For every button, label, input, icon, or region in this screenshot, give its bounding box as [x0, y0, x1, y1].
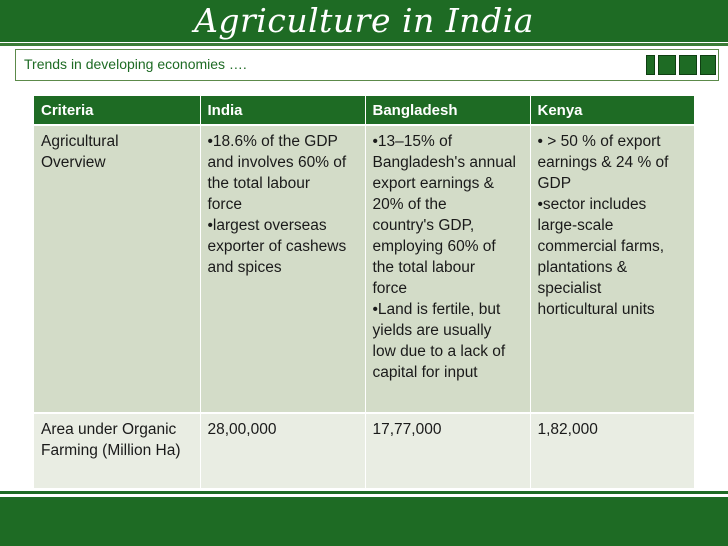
cell-line: •18.6% of the GDP: [207, 133, 338, 150]
cell-line: capital for input: [372, 364, 478, 381]
cell-line: earnings & 24 % of: [537, 154, 669, 171]
cell-line: and spices: [207, 259, 282, 276]
cell-india: [200, 125, 365, 413]
footer-divider: [0, 491, 728, 494]
subtitle-bar: [15, 49, 719, 81]
decorative-square-icon: [658, 55, 676, 75]
cell-line: large-scale: [537, 217, 614, 234]
cell-kenya: [530, 413, 694, 488]
cell-line: and involves 60% of: [207, 154, 347, 171]
cell-line: specialist: [537, 280, 602, 297]
cell-line: exporter of cashews: [207, 238, 347, 255]
header-bangladesh: Bangladesh: [365, 96, 530, 125]
slide-title: Agriculture in India: [194, 1, 534, 40]
cell-line: low due to a lack of: [372, 343, 506, 360]
cell-line: •13–15% of: [372, 133, 453, 150]
cell-bangladesh: [365, 125, 530, 413]
header-india: India: [200, 96, 365, 125]
cell-line: Farming (Million Ha): [41, 442, 181, 459]
table-header-row: [34, 96, 694, 125]
cell-line: commercial farms,: [537, 238, 665, 255]
cell-india: [200, 413, 365, 488]
cell-line: Bangladesh's annual: [372, 154, 516, 171]
cell-line: Agricultural: [41, 133, 119, 150]
cell-line: 28,00,000: [207, 421, 277, 438]
cell-line: •largest overseas: [207, 217, 327, 234]
cell-criteria: [34, 125, 200, 413]
cell-line: force: [207, 196, 242, 213]
cell-line: Overview: [41, 154, 106, 171]
header-kenya: Kenya: [530, 96, 694, 125]
decorative-square-icon: [679, 55, 697, 75]
cell-line: export earnings &: [372, 175, 494, 192]
cell-line: 1,82,000: [537, 421, 598, 438]
cell-line: yields are usually: [372, 322, 492, 339]
cell-criteria: [34, 413, 200, 488]
cell-line: • > 50 % of export: [537, 133, 661, 150]
comparison-table: [34, 96, 695, 488]
cell-line: •sector includes: [537, 196, 647, 213]
table-row: [34, 125, 694, 413]
cell-line: 17,77,000: [372, 421, 442, 438]
cell-line: 20% of the: [372, 196, 447, 213]
decorative-square-icon: [646, 55, 655, 75]
cell-line: •Land is fertile, but: [372, 301, 501, 318]
cell-line: Area under Organic: [41, 421, 177, 438]
cell-kenya: [530, 125, 694, 413]
cell-line: horticultural units: [537, 301, 655, 318]
cell-line: plantations &: [537, 259, 628, 276]
cell-line: GDP: [537, 175, 572, 192]
table-row: [34, 413, 694, 488]
header-criteria: Criteria: [34, 96, 200, 125]
cell-line: country's GDP,: [372, 217, 475, 234]
cell-line: employing 60% of: [372, 238, 496, 255]
cell-line: the total labour: [207, 175, 311, 192]
decorative-square-icon: [700, 55, 716, 75]
title-divider: [0, 43, 728, 46]
cell-line: force: [372, 280, 407, 297]
cell-line: the total labour: [372, 259, 476, 276]
cell-bangladesh: [365, 413, 530, 488]
footer-bar: [0, 497, 728, 546]
slide-subtitle: Trends in developing economies ….: [24, 56, 247, 72]
